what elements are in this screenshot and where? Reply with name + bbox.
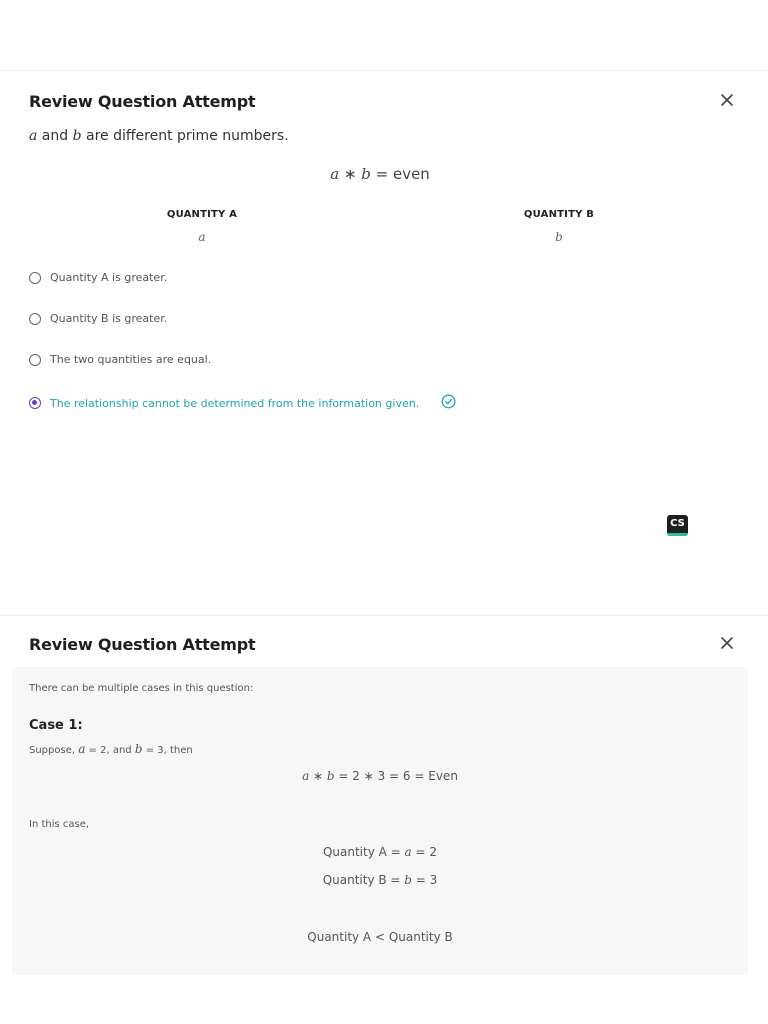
camscanner-logo: CS [667,515,688,536]
operator: ∗ [339,165,362,183]
variable-a: a [302,769,310,783]
equation-rest: = even [370,165,430,183]
page-title: Review Question Attempt [29,635,256,654]
radio-button[interactable] [29,354,41,366]
quantity-a-value: a [198,230,206,244]
option-label: Quantity A is greater. [50,271,168,284]
variable-a: a [78,742,86,756]
explanation-intro: There can be multiple cases in this question: [29,683,254,694]
equation-rest: = 2 ∗ 3 = 6 = Even [334,769,458,783]
equation-text: = 2 [411,845,438,859]
premise-text: are different prime numbers. [81,128,289,144]
variable-b: b [361,165,371,183]
variable-a: a [29,128,38,144]
option-label: The relationship cannot be determined from the information given. [50,396,420,410]
check-circle-icon [441,394,456,412]
quantity-b-equation [12,873,748,887]
divider [0,615,768,616]
quantity-a-equation [12,845,748,859]
case-title: Case 1: [29,718,83,733]
variable-b: b [404,873,412,887]
variable-b: b [326,769,335,783]
question-review-section [0,70,768,615]
variable-a: a [404,845,412,859]
comparison-result: Quantity A < Quantity B [307,930,453,944]
variable-a: a [330,165,340,183]
variable-b: b [72,128,82,144]
radio-button[interactable] [29,313,41,325]
option-label: Quantity B is greater. [50,312,168,325]
option-quantities-equal[interactable] [29,353,211,366]
close-icon [720,93,734,107]
close-button[interactable] [720,636,734,650]
suppose-text: = 3, then [142,745,193,756]
explanation-panel [12,667,748,975]
suppose-text: Suppose, [29,745,79,756]
question-premise [29,128,289,144]
option-quantity-a-greater[interactable] [29,271,167,284]
question-equation [0,165,760,183]
equation-text: Quantity A = [322,845,405,859]
option-cannot-be-determined[interactable] [29,394,456,412]
operator: ∗ [309,769,327,783]
premise-text: and [37,128,73,144]
close-icon [720,636,734,650]
close-button[interactable] [720,93,734,107]
page-title: Review Question Attempt [29,92,256,111]
suppose-text: = 2, and [85,745,135,756]
quantity-b-value: b [555,230,563,244]
equation-text: = 3 [411,873,438,887]
explanation-section [0,615,768,1024]
radio-button[interactable] [29,272,41,284]
equation-text: Quantity B = [322,873,405,887]
option-quantity-b-greater[interactable] [29,312,167,325]
option-label: The two quantities are equal. [50,353,212,366]
product-equation [12,769,748,783]
suppose-line [29,742,193,756]
quantity-a-label: QUANTITY A [166,209,238,220]
variable-b: b [134,742,143,756]
quantity-b-label: QUANTITY B [523,209,595,220]
radio-button-selected[interactable] [29,397,41,409]
divider [0,70,768,71]
in-this-case-text: In this case, [29,819,90,830]
